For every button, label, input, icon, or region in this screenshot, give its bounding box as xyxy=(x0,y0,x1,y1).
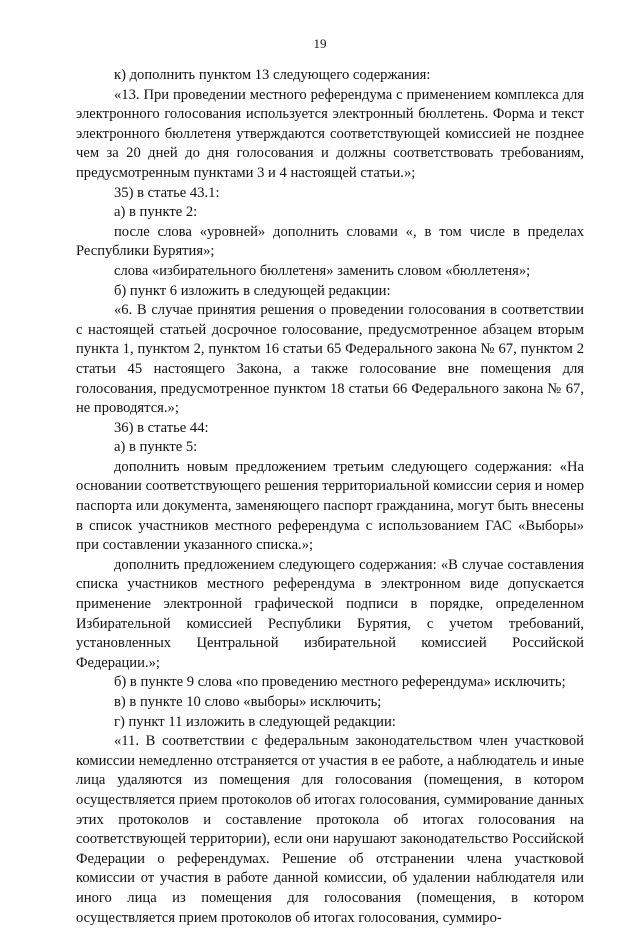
paragraph: к) дополнить пунктом 13 следующего содержания: xyxy=(114,67,431,83)
paragraph: «11. В соответствии с федеральным законодательством член участковой комиссии немедленно отстраняется от участия в ее работе, а наблюдатель и иные лица удаляются из помещения для голосования (помещения, в котором осуществляется прием протоколов об итогах голосования, суммирование данных этих протоколов и составление протокола об итогах голосования на соответствующей территории), если они нарушают законодательство Российской Федерации о референдумах. Решение об отстранении члена участковой комиссии от участия в работе данной комиссии, об удалении наблюдателя или иного лица из помещения для голосования (помещения, в котором осуществляется прием протоколов об итогах голосования, суммиро- xyxy=(76,733,584,926)
paragraph: дополнить новым предложением третьим следующего содержания: «На основании соответствующего решения территориальной комиссии серия и номер паспорта или документа, заменяющего паспорт гражданина, могут быть внесены в список участников местного референдума с использованием ГАС «Выборы» при составлении указанного списка.»; xyxy=(76,458,584,554)
paragraph: дополнить предложением следующего содержания: «В случае составления списка участников местного референдума в электронном виде допускается применение электронной графической подписи в порядке, определенном Избирательной комиссией Республики Бурятия, с учетом требований, установленных Центральной избирательной комиссией Российской Федерации.»; xyxy=(76,556,584,671)
paragraph: слова «избирательного бюллетеня» заменить словом «бюллетеня»; xyxy=(114,262,531,279)
paragraph: г) пункт 11 изложить в следующей редакции: xyxy=(114,713,396,730)
paragraph: после слова «уровней» дополнить словами «, в том числе в пределах Республики Бурятия»; xyxy=(76,223,584,260)
paragraph: в) в пункте 10 слово «выборы» исключить; xyxy=(114,694,382,710)
document-body xyxy=(76,66,584,928)
paragraph: а) в пункте 2: xyxy=(114,204,198,221)
paragraph: а) в пункте 5: xyxy=(114,439,198,456)
page-number: 19 xyxy=(313,36,327,51)
paragraph: 36) в статье 44: xyxy=(114,419,209,436)
paragraph: б) пункт 6 изложить в следующей редакции: xyxy=(114,282,391,299)
paragraph: б) в пункте 9 слова «по проведению местного референдума» исключить; xyxy=(114,674,566,691)
paragraph: 35) в статье 43.1: xyxy=(114,184,220,201)
paragraph: «6. В случае принятия решения о проведении голосования в соответствии с настоящей статьей досрочное голосование, предусмотренное абзацем вторым пункта 1, пунктом 2, пунктом 16 статьи 65 Федерального закона № 67, пунктом 2 статьи 45 настоящего Закона, а также голосование вне помещения для голосования, предусмотренное пунктом 18 статьи 66 Федерального закона № 67, не проводятся.»; xyxy=(76,302,584,417)
paragraph: «13. При проведении местного референдума с применением комплекса для электронного голосования используется электронный бюллетень. Форма и текст электронного бюллетеня утверждаются соответствующей комиссией не позднее чем за 20 дней до дня голосования и должны соответствовать требованиям, предусмотренным пунктами 3 и 4 настоящей статьи.»; xyxy=(76,86,584,181)
